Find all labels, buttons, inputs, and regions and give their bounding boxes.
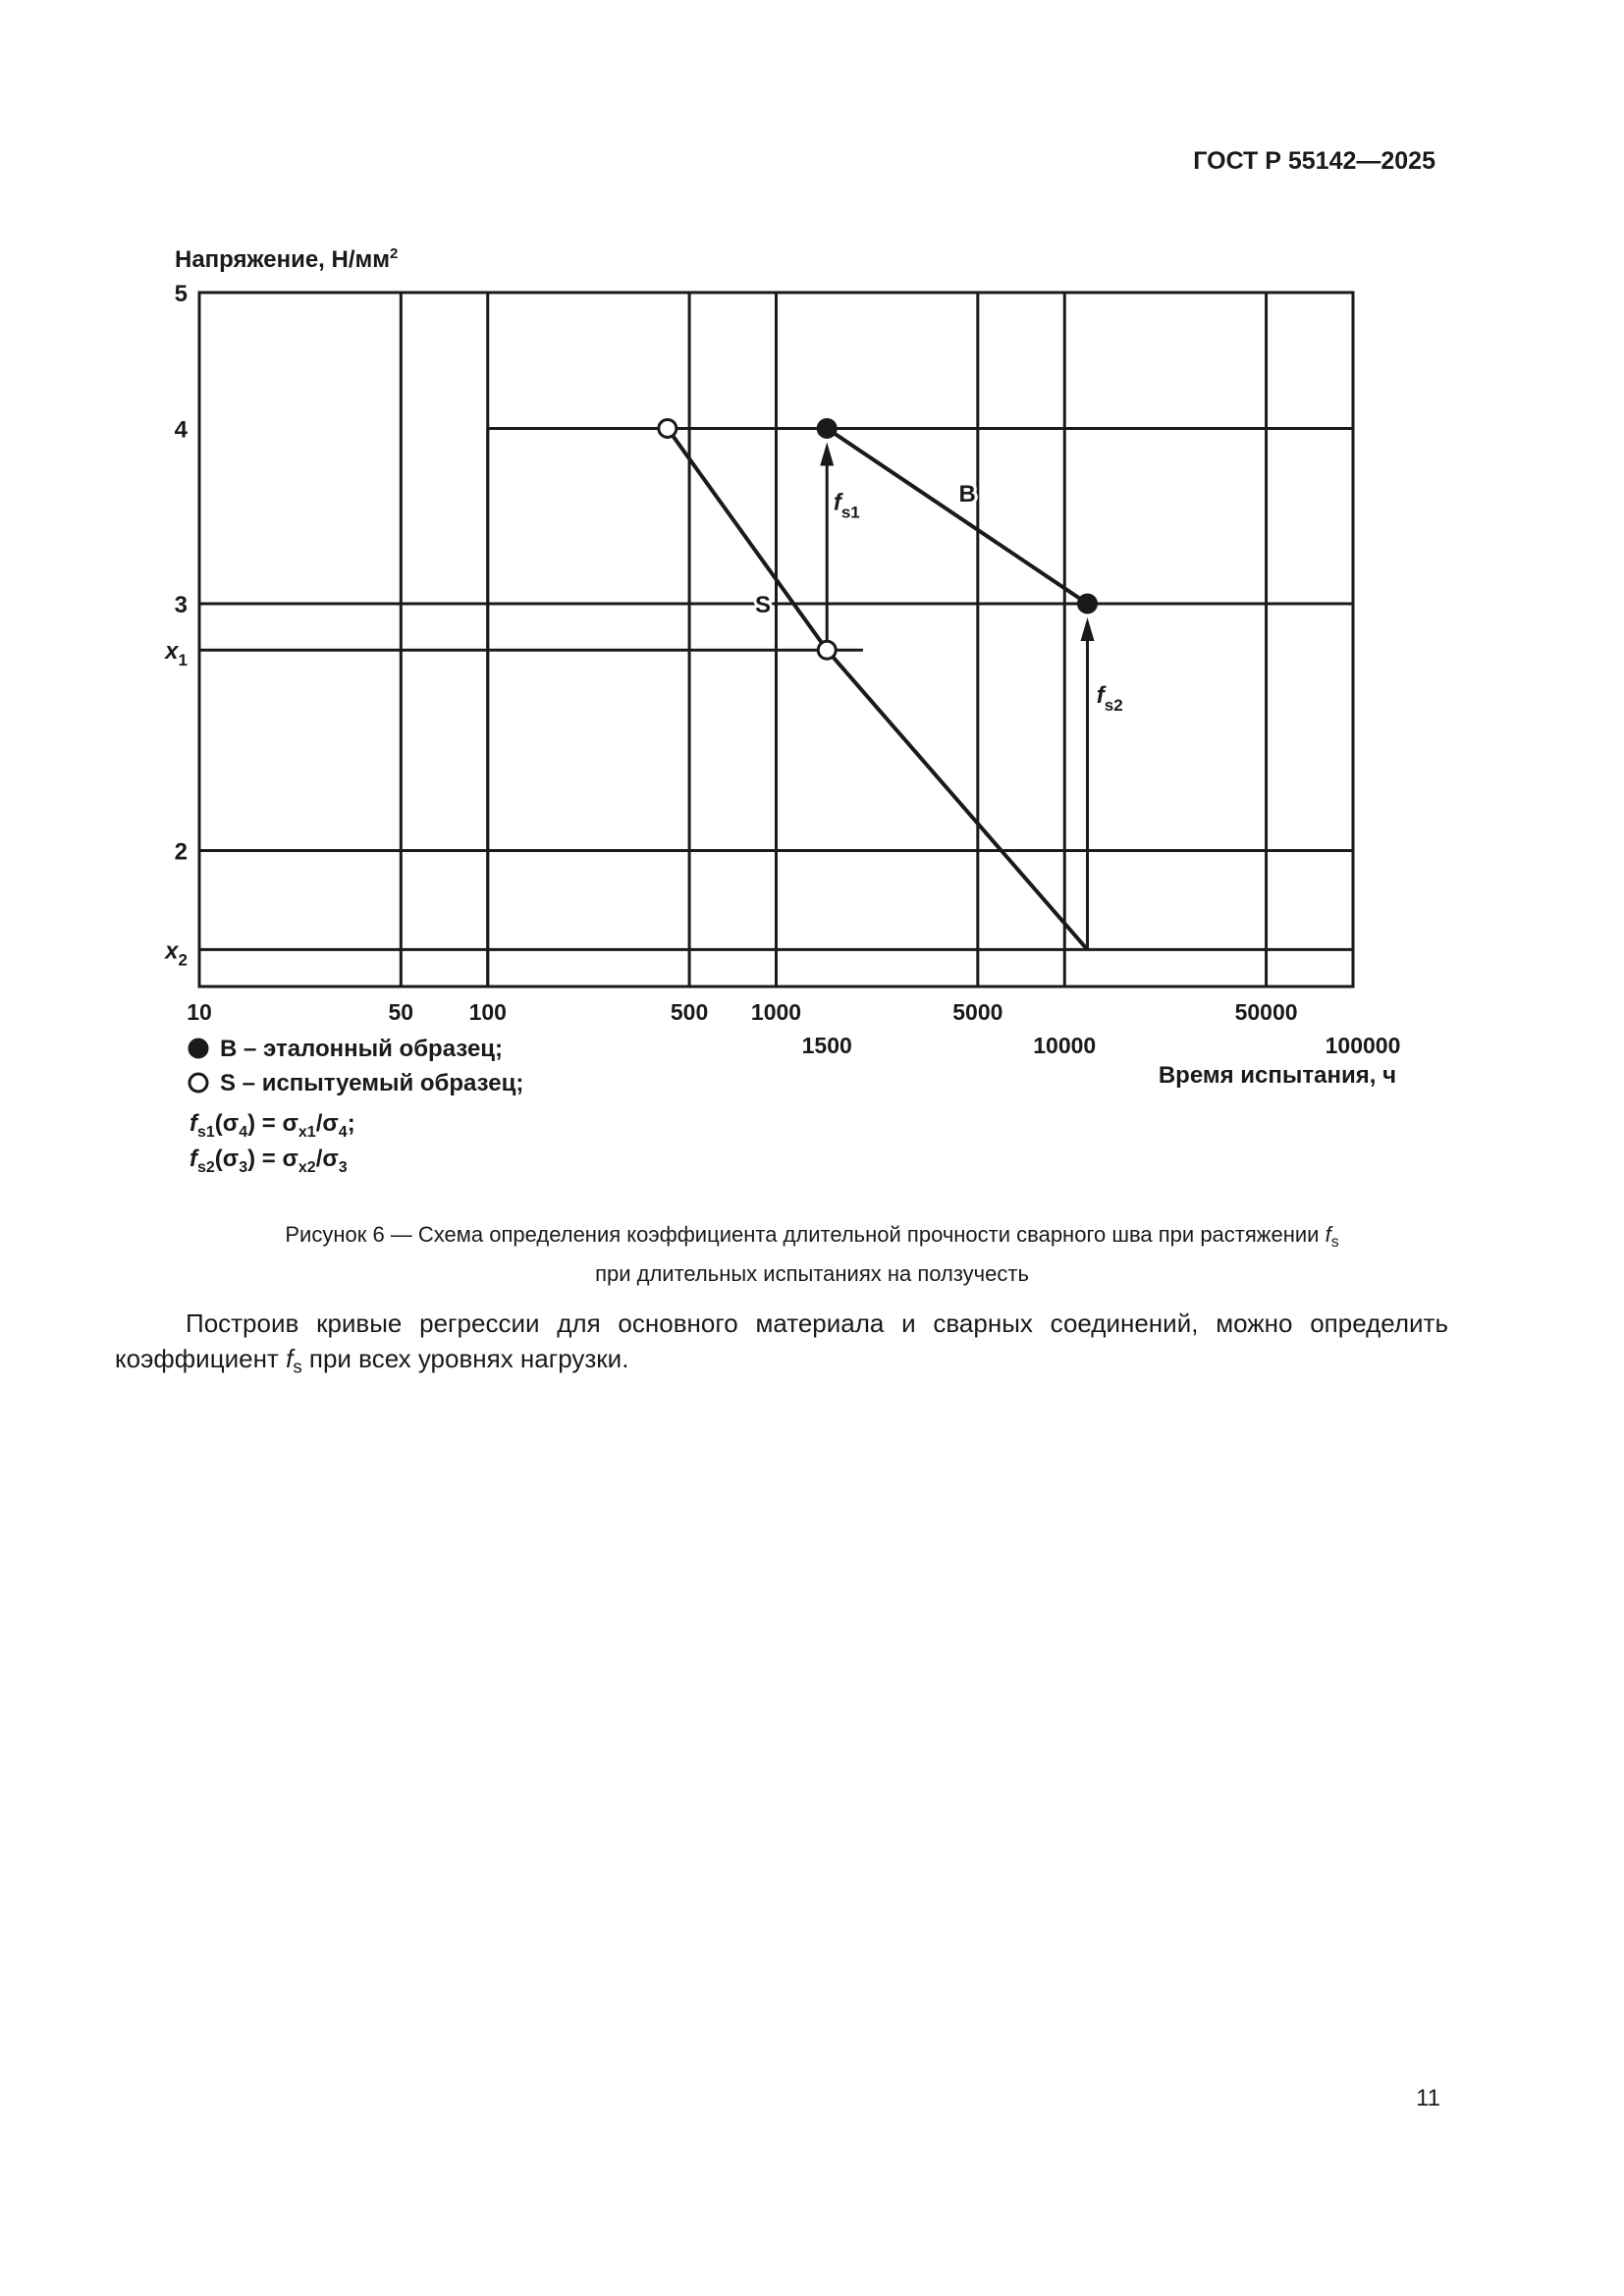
body-symbol-sub: s [293,1356,302,1377]
page-number: 11 [1416,2085,1440,2111]
y-tick-label-4: 2 [174,838,188,866]
x-tick-label-100: 100 [468,999,507,1025]
coefficient-label-6: $f_{s1}$ [833,489,860,522]
y-tick-label-3: $x_1$ [165,638,188,670]
formula-1: $f_{s2}(\sigma_3) = \sigma_{x2}/\sigma_3$ [189,1146,348,1176]
caption-text: Рисунок 6 — Схема определения коэффициента длительной прочности сварного шва при растяжении [285,1222,1326,1247]
data-point-S-1 [818,641,836,659]
y-axis-title: Напряжение, $Н/мм^2$ [175,245,399,273]
arrow-head-5 [1081,617,1095,641]
caption-line-2: при длительных испытаниях на ползучесть [595,1260,1029,1286]
formula-0: $f_{s1}(\sigma_4) = \sigma_{x1}/\sigma_4$; [189,1110,355,1141]
body-text-end: при всех уровнях нагрузки. [301,1344,629,1373]
x-axis-title: Время испытания, ч [1158,1062,1396,1089]
coefficient-label-7: $f_{s2}$ [1096,681,1123,715]
body-text: коэффициент [115,1344,287,1373]
x-tick-label-100000: 100000 [1325,1033,1401,1058]
legend-marker-0 [189,1040,207,1057]
series-line-S [668,428,1088,949]
legend-entry-0: B – эталонный образец; [220,1036,504,1062]
x-tick-label-10000: 10000 [1033,1033,1097,1058]
y-tick-label-2: 3 [174,591,188,618]
legend-entry-1: S – испытуемый образец; [220,1070,524,1096]
x-tick-label-500: 500 [670,999,709,1025]
body-symbol: f [286,1344,294,1373]
x-tick-label-50: 50 [388,999,414,1025]
legend-marker-1 [189,1074,207,1092]
x-tick-label-1000: 1000 [750,999,802,1025]
x-tick-label-5000: 5000 [952,999,1003,1025]
data-point-B-0 [818,419,836,437]
x-tick-label-1500: 1500 [801,1033,852,1058]
series-label-S: S [755,591,772,618]
x-tick-label-10: 10 [187,999,212,1025]
y-tick-label-0: 5 [174,281,188,307]
figure-caption [0,1219,1624,1290]
x-tick-label-50000: 50000 [1234,999,1298,1025]
data-point-B-1 [1079,595,1097,613]
data-point-S-0 [659,419,677,437]
arrow-head-4 [820,442,834,465]
body-paragraph [115,1306,1448,1385]
document-header: ГОСТ Р 55142—2025 [1193,147,1435,175]
series-label-B: B [958,480,976,507]
y-tick-label-5: $x_2$ [165,937,188,970]
series-line-B [827,428,1087,604]
body-line-2 [115,1344,629,1377]
y-tick-label-1: 4 [174,416,188,444]
body-line-1: Построив кривые регрессии для основного материала и сварных соединений, можно определить [186,1308,1448,1338]
caption-symbol: f [1325,1222,1331,1247]
caption-symbol-sub: s [1330,1233,1339,1251]
caption-line-1 [0,1219,1624,1258]
